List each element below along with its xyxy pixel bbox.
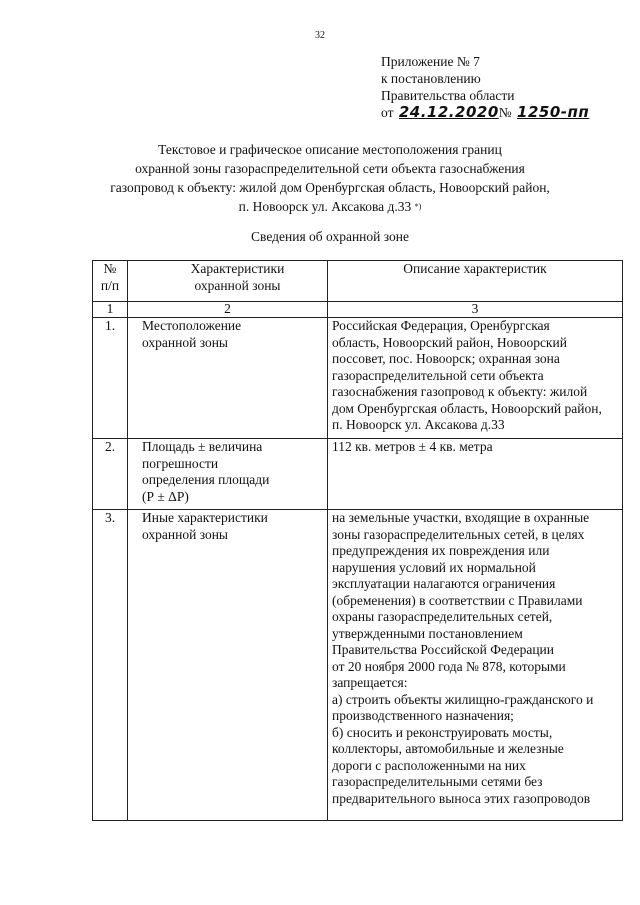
title-line-4-wrap [60,197,600,216]
handwritten-number: 1250-пп [517,103,590,121]
table-row [93,510,623,821]
zone-info-table [92,260,623,821]
header-number: № п/п [93,261,128,302]
column-number: 3 [328,302,623,318]
handwritten-date: 24.12.2020 [398,103,499,121]
row-description: Российская Федерация, Оренбургская область, Новоорский район, Новоорский поссовет, пос. Новоорск; охранная зона газораспределительной сети объекта газоснабжения газопровод к объекту: жилой дом Оренбургская область, Новоорский район, п. Новоорск ул. Аксакова д.33 [328,318,623,439]
column-number-row [93,302,623,318]
row-number: 1. [93,318,128,439]
appendix-line-3: Правительства области [381,88,515,103]
number-prefix: № [498,105,512,120]
appendix-date-line [381,104,589,121]
row-label: Площадь ± величина погрешности определения площади (Р ± ΔР) [128,439,328,510]
header-characteristics: Характеристики охранной зоны [128,261,328,302]
date-prefix: от [381,105,394,120]
title-line-3: газопровод к объекту: жилой дом Оренбургская область, Новоорский район, [110,180,550,195]
row-label: Иные характеристики охранной зоны [128,510,328,821]
title-line-2: охранной зоны газораспределительной сети объекта газоснабжения [135,161,525,176]
row-description: 112 кв. метров ± 4 кв. метра [328,439,623,510]
row-description: на земельные участки, входящие в охранные зоны газораспределительных сетей, в целях предупреждения их повреждения или нарушения условий их нормальной эксплуатации налагаются ограничения (обременения) в соответствии с Правилами охраны газораспределительных сетей, утвержденными постановлением Правительства Российской Федерации от 20 ноября 2000 года № 878, которыми запрещается: а) строить объекты жилищно-гражданского и производственного назначения; б) сносить и реконструировать мосты, коллекторы, автомобильные и железные дороги с расположенными на них газораспределительными сетями без предварительного выноса этих газопроводов [328,510,623,821]
section-subtitle: Сведения об охранной зоне [251,229,409,244]
footnote-mark: *) [414,202,422,211]
row-number: 2. [93,439,128,510]
column-number: 2 [128,302,328,318]
header-description: Описание характеристик [328,261,623,302]
document-title [60,140,600,216]
page-number: 32 [315,30,325,41]
row-label: Местоположение охранной зоны [128,318,328,439]
appendix-line-1: Приложение № 7 [381,54,480,69]
table-header-row [93,261,623,302]
table-row [93,318,623,439]
title-line-4: п. Новоорск ул. Аксакова д.33 [238,199,412,214]
title-line-1: Текстовое и графическое описание местоположения границ [158,142,502,157]
column-number: 1 [93,302,128,318]
appendix-line-2: к постановлению [381,71,481,86]
row-number: 3. [93,510,128,821]
table-row [93,439,623,510]
appendix-block [381,53,589,121]
